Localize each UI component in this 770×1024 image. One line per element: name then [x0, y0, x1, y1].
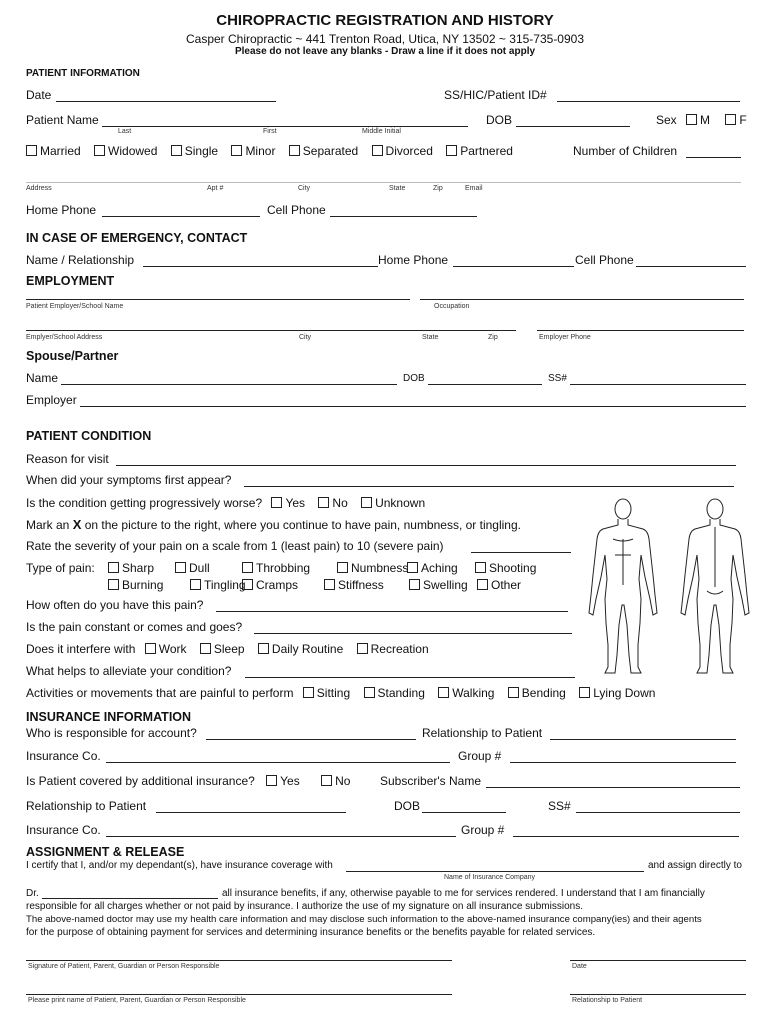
aching-checkbox[interactable] [407, 562, 418, 573]
severity-label: Rate the severity of your pain on a scale from 1 (least pain) to 10 (severe pain) [26, 539, 444, 553]
body-diagram[interactable] [583, 495, 753, 677]
mark-instruction [26, 517, 521, 532]
burning-checkbox[interactable] [108, 579, 119, 590]
emergency-cell-label: Cell Phone [575, 253, 634, 267]
date-field[interactable] [56, 101, 276, 102]
addr-sub-state: State [389, 185, 406, 192]
form-title: CHIROPRACTIC REGISTRATION AND HISTORY [216, 12, 554, 29]
first-appear-field[interactable] [244, 486, 734, 487]
assign-line4: The above-named doctor may use my health care information and may disclose such information to the above-named insurance company(ies) and their agents [26, 914, 702, 925]
marital-status-group [26, 144, 523, 158]
children-label: Number of Children [573, 144, 678, 158]
reason-label: Reason for visit [26, 452, 109, 466]
group2-field[interactable] [513, 836, 739, 837]
date-caption: Date [572, 963, 587, 970]
standing-label: Standing [377, 686, 425, 700]
progressive-yes-checkbox[interactable] [271, 497, 282, 508]
assign-line1: I certify that I, and/or my dependant(s), have insurance coverage with [26, 860, 333, 871]
assign-line2: all insurance benefits, if any, otherwise payable to me for services rendered. I understand that I am financially [222, 888, 705, 899]
sitting-label: Sitting [316, 686, 351, 700]
progressive-yes-label: Yes [285, 496, 306, 510]
employer-address-field[interactable] [26, 330, 516, 331]
employer-phone-caption: Employer Phone [539, 334, 591, 341]
sleep-checkbox[interactable] [200, 643, 211, 654]
tingling-label: Tingling [204, 578, 246, 592]
spouse-heading: Spouse/Partner [26, 349, 119, 363]
partnered-label: Partnered [460, 144, 513, 158]
dob-field[interactable] [516, 126, 630, 127]
mark-x: X [72, 517, 82, 532]
minor-label: Minor [245, 144, 276, 158]
form-instruction: Please do not leave any blanks - Draw a line if it does not apply [234, 46, 536, 57]
married-label: Married [40, 144, 81, 158]
burning-label: Burning [122, 578, 164, 592]
relationship2-label: Relationship to Patient [26, 799, 147, 813]
spouse-name-label: Name [26, 371, 59, 385]
additional-label: Is Patient covered by additional insurance? [26, 774, 255, 788]
throbbing-checkbox[interactable] [242, 562, 253, 573]
stiffness-checkbox[interactable] [324, 579, 335, 590]
daily-routine-checkbox[interactable] [258, 643, 269, 654]
signature-caption: Signature of Patient, Parent, Guardian or Person Responsible [28, 963, 220, 970]
daily-routine-label: Daily Routine [271, 642, 344, 656]
employment-heading: EMPLOYMENT [26, 274, 115, 288]
bending-label: Bending [521, 686, 566, 700]
sex-f-label: F [739, 113, 747, 127]
employer-phone-field[interactable] [537, 330, 744, 331]
cell-phone-label: Cell Phone [267, 203, 326, 217]
lying-down-checkbox[interactable] [579, 687, 590, 698]
separated-checkbox[interactable] [289, 145, 300, 156]
additional-yes-label: Yes [280, 774, 300, 788]
patient-name-field[interactable] [102, 126, 468, 127]
progressive-unknown-checkbox[interactable] [361, 497, 372, 508]
relationship-field[interactable] [550, 739, 736, 740]
employer-state-caption: State [422, 334, 439, 341]
walking-checkbox[interactable] [438, 687, 449, 698]
insurance-company-field[interactable] [346, 871, 644, 872]
insurance-co2-field[interactable] [106, 836, 456, 837]
how-often-label: How often do you have this pain? [26, 598, 204, 612]
walking-label: Walking [452, 686, 495, 700]
dob2-label: DOB [394, 799, 421, 813]
constant-label: Is the pain constant or comes and goes? [26, 620, 243, 634]
responsible-field[interactable] [206, 739, 416, 740]
interfere-label: Does it interfere with [26, 642, 136, 656]
sex-m-label: M [700, 113, 711, 127]
work-label: Work [158, 642, 187, 656]
activities-group [26, 686, 665, 700]
constant-field[interactable] [254, 633, 572, 634]
sex-f-checkbox[interactable] [725, 114, 736, 125]
divorced-label: Divorced [385, 144, 433, 158]
employer-address-caption: Emplyer/School Address [26, 334, 103, 341]
subscriber-field[interactable] [486, 787, 740, 788]
patient-name-label: Patient Name [26, 113, 99, 127]
ss-id-field[interactable] [557, 101, 740, 102]
cell-phone-field[interactable] [330, 216, 477, 217]
single-label: Single [184, 144, 219, 158]
group-label: Group # [458, 749, 502, 763]
lying-down-label: Lying Down [593, 686, 656, 700]
bending-checkbox[interactable] [508, 687, 519, 698]
mark-post: on the picture to the right, where you continue to have pain, numbness, or tingling. [84, 518, 521, 532]
throbbing-label: Throbbing [256, 561, 311, 575]
sitting-checkbox[interactable] [303, 687, 314, 698]
addr-sub-address: Address [26, 185, 52, 192]
additional-no-checkbox[interactable] [321, 775, 332, 786]
ss-id-label: SS/HIC/Patient ID# [444, 88, 547, 102]
separated-label: Separated [302, 144, 359, 158]
dr-label: Dr. [26, 888, 39, 899]
occupation-caption: Occupation [434, 303, 470, 310]
relationship-label: Relationship to Patient [422, 726, 543, 740]
stiffness-label: Stiffness [338, 578, 384, 592]
printed-name-field[interactable] [26, 994, 452, 995]
sub-last: Last [118, 128, 132, 135]
severity-field[interactable] [471, 552, 571, 553]
spouse-name-field[interactable] [61, 384, 397, 385]
subscriber-label: Subscriber's Name [380, 774, 481, 788]
recreation-label: Recreation [370, 642, 429, 656]
progressive-label: Is the condition getting progressively worse? [26, 496, 263, 510]
sex-m-checkbox[interactable] [686, 114, 697, 125]
insurance-co-label: Insurance Co. [26, 749, 101, 763]
shooting-label: Shooting [489, 561, 537, 575]
aching-label: Aching [421, 561, 458, 575]
spouse-dob-label: DOB [403, 373, 425, 384]
addr-sub-email: Email [465, 185, 483, 192]
swelling-label: Swelling [423, 578, 468, 592]
dob2-field[interactable] [422, 812, 506, 813]
swelling-checkbox[interactable] [409, 579, 420, 590]
condition-heading: PATIENT CONDITION [26, 429, 152, 443]
progressive-unknown-label: Unknown [375, 496, 426, 510]
dob-label: DOB [486, 113, 513, 127]
progressive-no-checkbox[interactable] [318, 497, 329, 508]
employer-city-caption: City [299, 334, 312, 341]
ss2-label: SS# [548, 799, 571, 813]
occupation-field[interactable] [420, 299, 744, 300]
patient-info-heading: PATIENT INFORMATION [26, 68, 140, 79]
sub-first: First [263, 128, 277, 135]
progressive-no-label: No [332, 496, 348, 510]
addr-sub-zip: Zip [433, 185, 443, 192]
emergency-name-field[interactable] [143, 266, 378, 267]
widowed-checkbox[interactable] [94, 145, 105, 156]
additional-group [26, 774, 350, 788]
emergency-home-field[interactable] [453, 266, 574, 267]
mark-pre: Mark an [26, 518, 70, 532]
signer-relationship-field[interactable] [570, 994, 746, 995]
ins-company-caption: Name of Insurance Company [444, 874, 536, 881]
clinic-address: Casper Chiropractic ~ 441 Trenton Road, Utica, NY 13502 ~ 315-735-0903 [185, 32, 585, 46]
insurance-co2-label: Insurance Co. [26, 823, 101, 837]
sleep-label: Sleep [213, 642, 245, 656]
assign-line5: for the purpose of obtaining payment for services and determining insurance benefits or the benefits payable for related services. [26, 927, 596, 938]
sharp-label: Sharp [122, 561, 155, 575]
tingling-checkbox[interactable] [190, 579, 201, 590]
reason-field[interactable] [116, 465, 736, 466]
shooting-checkbox[interactable] [475, 562, 486, 573]
signature-date-field[interactable] [570, 960, 746, 961]
sex-label: Sex [656, 113, 677, 127]
children-field[interactable] [686, 157, 741, 158]
relationship2-field[interactable] [156, 812, 346, 813]
group-field[interactable] [510, 762, 736, 763]
partnered-checkbox[interactable] [446, 145, 457, 156]
additional-yes-checkbox[interactable] [266, 775, 277, 786]
emergency-name-label: Name / Relationship [26, 253, 135, 267]
emergency-heading: IN CASE OF EMERGENCY, CONTACT [26, 231, 248, 245]
assign-line1-end: and assign directly to [648, 860, 742, 871]
how-often-field[interactable] [216, 611, 568, 612]
sharp-checkbox[interactable] [108, 562, 119, 573]
emergency-home-label: Home Phone [378, 253, 449, 267]
spouse-dob-field[interactable] [428, 384, 542, 385]
assignment-heading: ASSIGNMENT & RELEASE [26, 845, 185, 859]
addr-sub-city: City [298, 185, 311, 192]
recreation-checkbox[interactable] [357, 643, 368, 654]
responsible-label: Who is responsible for account? [26, 726, 197, 740]
spouse-ss-label: SS# [548, 373, 567, 384]
ss2-field[interactable] [576, 812, 740, 813]
interfere-group [26, 642, 439, 656]
address-field[interactable] [26, 182, 741, 183]
married-checkbox[interactable] [26, 145, 37, 156]
assign-line3: responsible for all charges whether or not paid by insurance. I authorize the use of my signature on all insurance submissions. [26, 901, 583, 912]
home-phone-label: Home Phone [26, 203, 97, 217]
body-back-figure[interactable] [681, 499, 749, 673]
progressive-group [26, 496, 435, 510]
employer-caption: Patient Employer/School Name [26, 303, 124, 310]
employer-field[interactable] [26, 299, 410, 300]
alleviate-field[interactable] [245, 677, 575, 678]
type-label: Type of pain: [26, 561, 95, 575]
numbness-label: Numbness [351, 561, 409, 575]
cramps-checkbox[interactable] [242, 579, 253, 590]
emergency-cell-field[interactable] [636, 266, 746, 267]
cramps-label: Cramps [256, 578, 299, 592]
body-front-figure[interactable] [589, 499, 657, 673]
alleviate-label: What helps to alleviate your condition? [26, 664, 232, 678]
pain-type-row2 [108, 578, 521, 592]
spouse-ss-field[interactable] [570, 384, 746, 385]
spouse-employer-label: Employer [26, 393, 77, 407]
divorced-checkbox[interactable] [372, 145, 383, 156]
doctor-name-field[interactable] [42, 898, 218, 899]
minor-checkbox[interactable] [231, 145, 242, 156]
numbness-checkbox[interactable] [337, 562, 348, 573]
other-label: Other [491, 578, 522, 592]
addr-sub-apt: Apt # [207, 185, 224, 192]
sex-group [656, 113, 747, 127]
dull-label: Dull [189, 561, 210, 575]
printed-name-caption: Please print name of Patient, Parent, Guardian or Person Responsible [28, 997, 246, 1004]
home-phone-field[interactable] [102, 216, 260, 217]
pain-type-row1 [108, 561, 536, 575]
signature-field[interactable] [26, 960, 452, 961]
employer-zip-caption: Zip [488, 334, 498, 341]
dull-checkbox[interactable] [175, 562, 186, 573]
signer-relationship-caption: Relationship to Patient [572, 997, 643, 1004]
other-checkbox[interactable] [477, 579, 488, 590]
spouse-employer-field[interactable] [80, 406, 746, 407]
first-appear-label: When did your symptoms first appear? [26, 473, 232, 487]
insurance-co-field[interactable] [106, 762, 450, 763]
group2-label: Group # [461, 823, 505, 837]
activities-label: Activities or movements that are painful to perform [26, 686, 294, 700]
date-label: Date [26, 88, 52, 102]
insurance-heading: INSURANCE INFORMATION [26, 710, 192, 724]
single-checkbox[interactable] [171, 145, 182, 156]
additional-no-label: No [335, 774, 351, 788]
widowed-label: Widowed [108, 144, 158, 158]
work-checkbox[interactable] [145, 643, 156, 654]
sub-middle: Middle Initial [362, 128, 401, 135]
standing-checkbox[interactable] [364, 687, 375, 698]
